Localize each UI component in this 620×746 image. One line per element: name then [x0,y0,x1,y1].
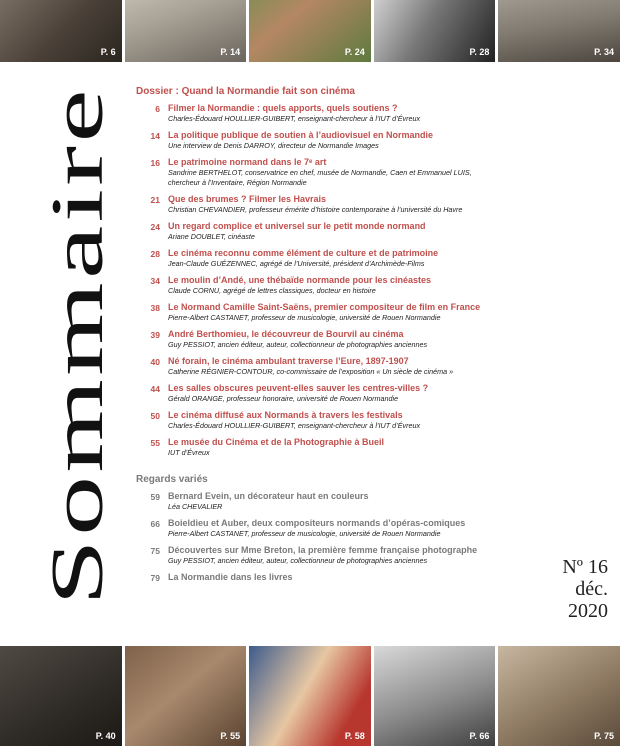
toc-page-number: 6 [155,104,160,114]
toc-article-title[interactable]: Le musée du Cinéma et de la Photographie à Bueil [168,437,385,447]
toc-article-title[interactable]: La Normandie dans les livres [168,572,293,582]
page-label: P. 24 [344,47,365,57]
page-label: P. 28 [469,47,490,57]
toc-article-author: Charles-Édouard HOULLIER-GUIBERT, enseignant-chercheur à l’IUT d’Évreux [168,114,421,123]
toc-entry[interactable] [136,130,506,151]
toc-article-title[interactable]: Découvertes sur Mme Breton, la première femme française photographe [168,545,478,555]
toc-page-number: 38 [150,303,160,313]
toc-page-number: 28 [150,249,160,259]
toc-entry[interactable] [136,248,506,269]
photo-page-14[interactable] [125,0,247,62]
toc-page-number: 59 [150,492,160,502]
toc-entry[interactable] [136,410,506,431]
toc-article-author: Ariane DOUBLET, cinéaste [168,232,255,241]
toc-article-author: Catherine RÉGNIER-CONTOUR, co-commissaire de l’exposition « Un siècle de cinéma » [168,367,454,376]
photo-page-66[interactable] [374,646,496,746]
toc-article-title[interactable]: Que des brumes ? Filmer les Havrais [168,194,327,204]
toc-article-title[interactable]: Né forain, le cinéma ambulant traverse l’Eure, 1897-1907 [168,356,409,366]
photo-page-24[interactable] [249,0,371,62]
photo-page-34[interactable] [498,0,620,62]
toc-article-title[interactable]: Le patrimoine normand dans le 7ᵉ art [168,157,327,167]
toc-article-title[interactable]: La politique publique de soutien à l’audiovisuel en Normandie [168,130,434,140]
photo-page-75[interactable] [498,646,620,746]
toc-article-author: chercheur à l’Inventaire, Région Normandie [168,178,307,187]
toc-page-number: 55 [150,438,160,448]
toc-article-author: Pierre-Albert CASTANET, professeur de musicologie, université de Rouen Normandie [168,313,441,322]
toc-entry[interactable] [136,572,506,583]
toc-article-author: Léa CHEVALIER [168,502,223,511]
toc-entry[interactable] [136,437,506,458]
toc-article-title[interactable]: Bernard Evein, un décorateur haut en couleurs [168,491,369,501]
dossier-heading: Dossier : Quand la Normandie fait son cinéma [136,86,355,97]
toc-article-author: Gérald ORANGE, professeur honoraire, université de Rouen Normandie [168,394,399,403]
toc-article-author: Jean-Claude GUÉZENNEC, agrégé de l’Université, président d’Archimède-Films [168,259,425,268]
toc-entry[interactable] [136,383,506,404]
toc-article-author: Pierre-Albert CASTANET, professeur de musicologie, université de Rouen Normandie [168,529,441,538]
toc-article-title[interactable]: Le Normand Camille Saint-Saëns, premier compositeur de film en France [168,302,481,312]
toc-entry[interactable] [136,491,506,512]
photo-page-58[interactable] [249,646,371,746]
dossier-list [136,103,506,458]
toc-page-number: 75 [150,546,160,556]
toc-page-number: 40 [150,357,160,367]
toc-article-title[interactable]: Les salles obscures peuvent-elles sauver les centres-villes ? [168,383,429,393]
page-label: P. 14 [220,47,241,57]
page-label: P. 66 [469,731,490,741]
table-of-contents [136,86,506,589]
toc-page-number: 14 [150,131,160,141]
toc-entry[interactable] [136,275,506,296]
toc-entry[interactable] [136,518,506,539]
page-label: P. 58 [344,731,365,741]
toc-entry[interactable] [136,356,506,377]
toc-article-author: Une interview de Denis DARROY, directeur de Normandie Images [168,141,379,150]
regards-heading: Regards variés [136,474,208,485]
sommaire-title [0,0,119,746]
toc-article-title[interactable]: André Berthomieu, le découvreur de Bourvil au cinéma [168,329,404,339]
page-label: P. 6 [100,47,116,57]
page-label: P. 40 [95,731,116,741]
toc-page-number: 50 [150,411,160,421]
toc-entry[interactable] [136,194,506,215]
page-label: P. 55 [220,731,241,741]
issue-year: 2020 [568,600,608,622]
toc-article-author: Sandrine BERTHELOT, conservatrice en chef, musée de Normandie, Caen et Emmanuel LUIS, [168,168,472,177]
toc-page-number: 79 [150,573,160,583]
bottom-photo-strip [0,646,620,746]
toc-article-title[interactable]: Le cinéma diffusé aux Normands à travers les festivals [168,410,403,420]
toc-article-author: Charles-Édouard HOULLIER-GUIBERT, enseignant-chercheur à l’IUT d’Évreux [168,421,421,430]
toc-article-title[interactable]: Filmer la Normandie : quels apports, quels soutiens ? [168,103,398,113]
toc-page-number: 21 [150,195,160,205]
toc-page-number: 44 [150,384,160,394]
page-label: P. 34 [594,47,614,57]
toc-page-number: 39 [150,330,160,340]
toc-article-title[interactable]: Le cinéma reconnu comme élément de culture et de patrimoine [168,248,439,258]
toc-article-title[interactable]: Boieldieu et Auber, deux compositeurs normands d’opéras-comiques [168,518,466,528]
photo-page-40[interactable] [0,646,122,746]
toc-article-author: IUT d’Évreux [168,448,210,457]
toc-article-author: Guy PESSIOT, ancien éditeur, auteur, collectionneur de photographies anciennes [168,340,428,349]
issue-month: déc. [575,578,608,600]
photo-page-28[interactable] [374,0,496,62]
sommaire-title-text: Sommaire [37,285,119,606]
toc-entry[interactable] [136,103,506,124]
toc-entry[interactable] [136,329,506,350]
toc-entry[interactable] [136,221,506,242]
issue-number: Nº 16 [562,556,608,578]
photo-page-55[interactable] [125,646,247,746]
issue-info [520,556,608,622]
toc-article-author: Christian CHEVANDIER, professeur émérite d’histoire contemporaine à l’université du Havre [168,205,463,214]
toc-entry[interactable] [136,302,506,323]
toc-entry[interactable] [136,545,506,566]
page-label: P. 75 [594,731,614,741]
toc-entry[interactable] [136,157,506,188]
toc-page-number: 24 [150,222,160,232]
toc-article-author: Guy PESSIOT, ancien éditeur, auteur, collectionneur de photographies anciennes [168,556,428,565]
toc-article-title[interactable]: Le moulin d’Andé, une thébaïde normande pour les cinéastes [168,275,432,285]
toc-page-number: 16 [150,158,160,168]
toc-page-number: 66 [150,519,160,529]
regards-list [136,491,506,583]
toc-article-title[interactable]: Un regard complice et universel sur le petit monde normand [168,221,426,231]
toc-page-number: 34 [150,276,160,286]
toc-article-author: Claude CORNU, agrégé de lettres classiques, docteur en histoire [168,286,376,295]
